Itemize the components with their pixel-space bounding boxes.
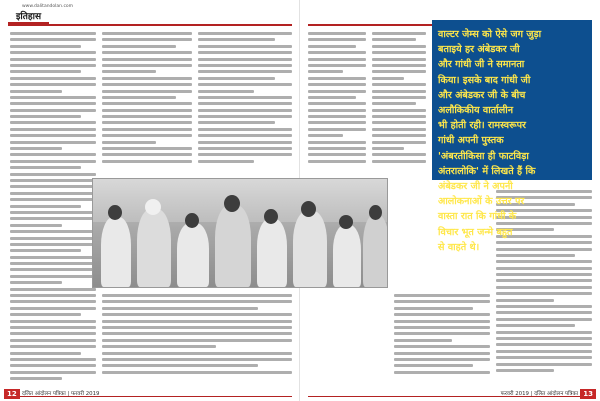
pull-quote-line: आलोकनाओं के उत्तर पर xyxy=(438,196,525,208)
pull-quote-line: से वाहते थे। xyxy=(438,241,480,253)
historical-photo xyxy=(92,178,388,288)
pull-quote-line: अलौकिकीय वार्तालीन xyxy=(438,105,514,117)
pull-quote-line: गांधी अपनी पुस्तक xyxy=(438,135,504,147)
article-column-1 xyxy=(10,32,96,388)
pull-quote-line: बताइये हर अंबेडकर जी xyxy=(438,44,520,56)
pull-quote-line: विचार भूत जन्मे बहुत xyxy=(438,226,513,238)
page-number: 13 xyxy=(580,389,596,399)
pull-quote-line: वाल्टर जेम्स को ऐसे जग जुड़ा xyxy=(438,29,542,40)
article-column-6 xyxy=(372,32,426,174)
footer-text: दलित आंदोलन पत्रिका | फरवरी 2019 xyxy=(22,391,100,397)
pull-quote-line: अंतरालोकि' में लिखते हैं कि xyxy=(438,165,536,177)
section-title: इतिहास xyxy=(8,10,49,24)
website-url: www.dalitandolan.com xyxy=(22,4,74,9)
article-column-4 xyxy=(102,294,292,386)
article-column-7 xyxy=(394,294,490,386)
pull-quote-line: और अंबेडकर जी के बीच xyxy=(438,89,526,101)
left-footer xyxy=(0,387,299,401)
pull-quote-line: किया। इसके बाद गांधी जी xyxy=(438,74,531,86)
article-column-5 xyxy=(308,32,366,174)
pull-quote-line: भी होती रही। रामस्वरूपर xyxy=(438,120,526,132)
pull-quote-line: और गांधी जी ने समानता xyxy=(438,59,525,71)
pull-quote-line: 'अंबरतीकिसा ही फाटविड़ा xyxy=(438,150,529,162)
pull-quote-box xyxy=(432,20,592,253)
pull-quote-line: वास्ता रात कि गांधी के xyxy=(438,211,517,223)
page-number: 12 xyxy=(4,389,20,399)
header-rule xyxy=(8,24,292,26)
footer-text: फरवरी 2019 | दलित आंदोलन पत्रिका xyxy=(500,391,578,397)
article-column-2 xyxy=(102,32,192,174)
right-footer xyxy=(300,387,600,401)
pull-quote-line: अंबेडकर जी ने अपनी xyxy=(438,181,513,193)
article-column-3 xyxy=(198,32,292,174)
